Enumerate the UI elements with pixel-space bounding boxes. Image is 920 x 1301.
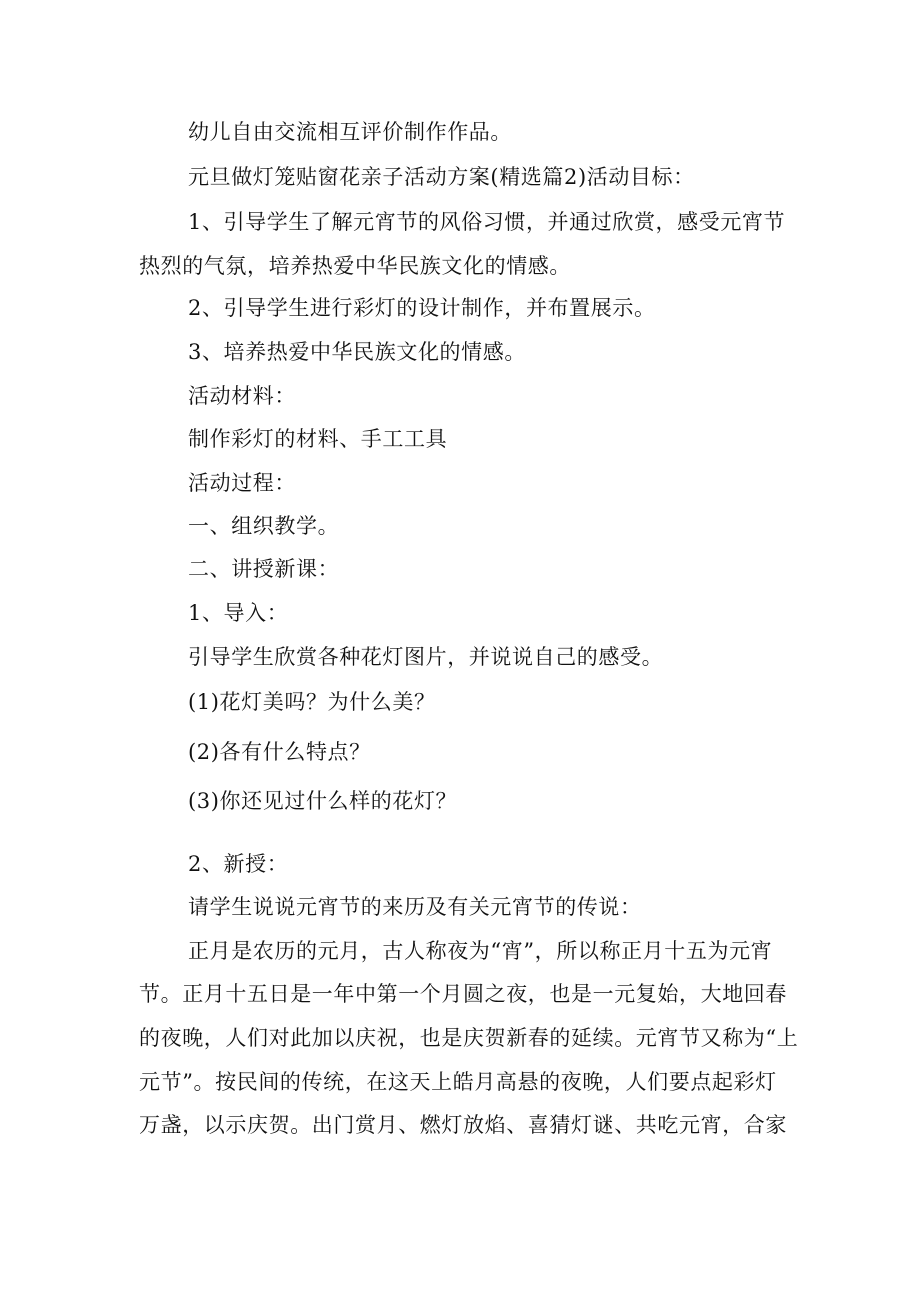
text-line: 活动材料： xyxy=(188,384,296,408)
text-line: 节。正月十五日是一年中第一个月圆之夜，也是一元复始，大地回春 xyxy=(139,982,787,1006)
text-line: 2、引导学生进行彩灯的设计制作，并布置展示。 xyxy=(188,296,656,320)
text-line: 元节”。按民间的传统，在这天上皓月高悬的夜晚，人们要点起彩灯 xyxy=(139,1070,777,1094)
text-line: 引导学生欣赏各种花灯图片，并说说自己的感受。 xyxy=(188,645,664,669)
text-line: 一、组织教学。 xyxy=(188,514,340,538)
text-line: 正月是农历的元月，古人称夜为“宵”，所以称正月十五为元宵 xyxy=(188,939,773,963)
text-line: 热烈的气氛，培养热爱中华民族文化的情感。 xyxy=(139,254,571,278)
text-line: 二、讲授新课： xyxy=(188,557,340,581)
text-line: 1、导入： xyxy=(188,601,289,625)
text-line: (1)花灯美吗？为什么美？ xyxy=(188,690,436,714)
text-line: 2、新授： xyxy=(188,852,289,876)
text-line: 活动过程： xyxy=(188,471,296,495)
text-line: 的夜晚，人们对此加以庆祝，也是庆贺新春的延续。元宵节又称为“上 xyxy=(139,1026,799,1050)
text-line: 1、引导学生了解元宵节的风俗习惯，并通过欣赏，感受元宵节 xyxy=(188,210,786,234)
text-line: 3、培养热爱中华民族文化的情感。 xyxy=(188,340,526,364)
text-line: 请学生说说元宵节的来历及有关元宵节的传说： xyxy=(188,895,642,919)
text-line: 幼儿自由交流相互评价制作作品。 xyxy=(188,120,512,144)
text-line: (2)各有什么特点？ xyxy=(188,740,371,764)
text-line: 万盏，以示庆贺。出门赏月、燃灯放焰、喜猜灯谜、共吃元宵，合家 xyxy=(139,1113,787,1137)
section-heading: 元旦做灯笼贴窗花亲子活动方案(精选篇2)活动目标： xyxy=(188,165,695,189)
text-line: (3)你还见过什么样的花灯？ xyxy=(188,789,458,813)
text-line: 制作彩灯的材料、手工工具 xyxy=(188,427,448,451)
